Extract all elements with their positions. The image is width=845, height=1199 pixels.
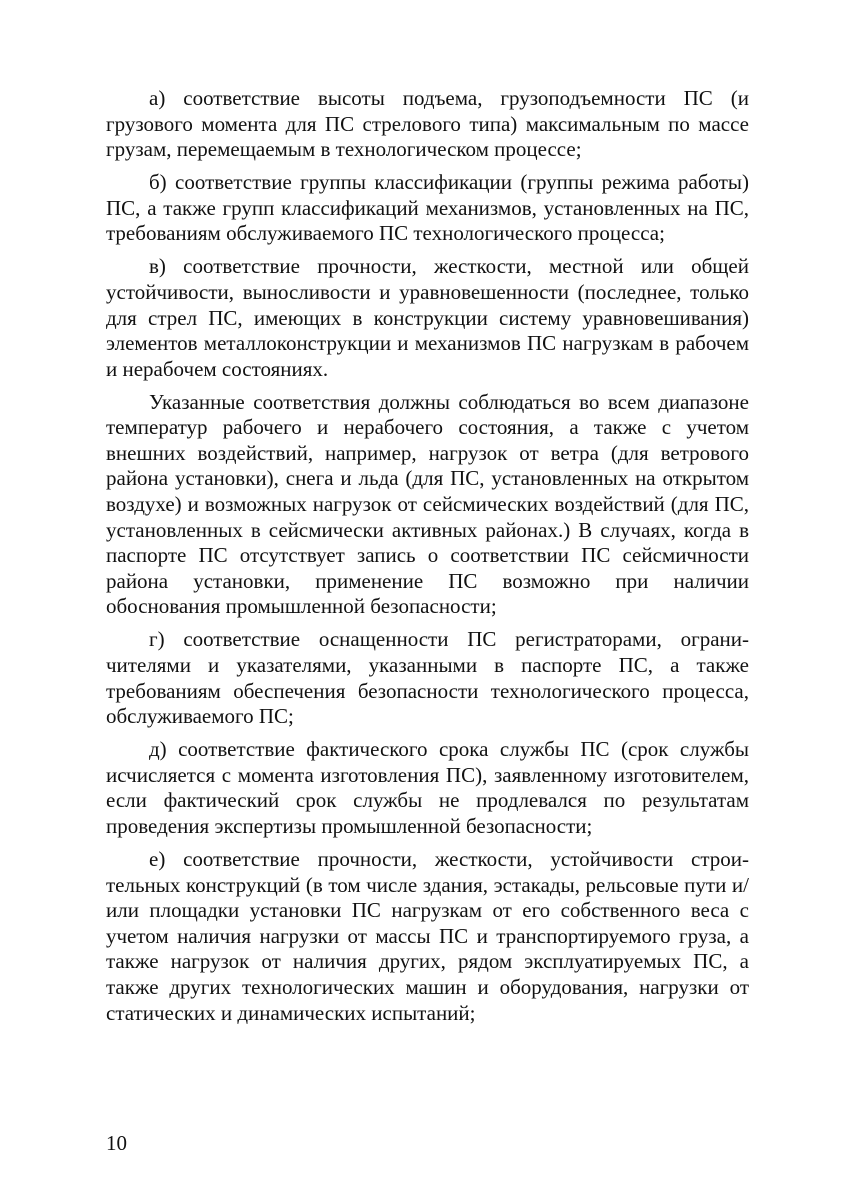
paragraph-item-a: а) соответствие высоты подъема, грузоподъемности ПС (и грузового момента для ПС стрелового типа) максимальным по массе грузам, перемещаемым в технологическом процессе; [106, 86, 749, 162]
paragraph-item-b: б) соответствие группы классификации (группы режима работы) ПС, а также групп классификаций механизмов, установленных на ПС, требованиям обслуживаемого ПС технологического процесса; [106, 170, 749, 246]
page-number: 10 [106, 1131, 127, 1155]
paragraph-item-g: г) соответствие оснащенности ПС регистраторами, ограничителями и указателями, указанными в паспорте ПС, а также требованиям обеспечения безопасности технологического процесса, обслуживаемого ПС; [106, 627, 749, 729]
page-body [106, 86, 749, 1034]
paragraph-item-d: д) соответствие фактического срока службы ПС (срок службы исчисляется с момента изготовления ПС), заявленному изготовителем, если фактический срок службы не продлевался по результатам проведения экспертизы промышленной безопасности; [106, 737, 749, 838]
paragraph-conditions: Указанные соответствия должны соблюдаться во всем диапазоне температур рабочего и нерабочего состояния, а также с учетом внешних воздействий, например, нагрузок от ветра (для ветрового района установки), снега и льда (для ПС, установленных на открытом воздухе) и возможных нагрузок от сейсмических воздействий (для ПС, установленных в сейсмически активных районах.) В случаях, когда в паспорте ПС отсутствует запись о соответствии ПС сейсмичности района установки, применение ПС возможно при наличии обоснования промышленной безопасности; [106, 389, 749, 619]
paragraph-item-v: в) соответствие прочности, жесткости, местной или общей устойчивости, выносливости и уравновешенности (последнее, только для стрел ПС, имеющих в конструкции систему уравновешивания) элементов металлоконструкции и механизмов ПС нагрузкам в рабочем и нерабочем состояниях. [106, 254, 749, 381]
paragraph-item-e: е) соответствие прочности, жесткости, устойчивости строительных конструкций (в том числе здания, эстакады, рельсовые пути и/или площадки установки ПС нагрузкам от его собственного веса с учетом наличия нагрузки от массы ПС и транспортируемого груза, а также нагрузок от наличия других, рядом эксплуатируемых ПС, а также других технологических машин и оборудования, нагрузки от статических и динамических испытаний; [106, 846, 749, 1025]
